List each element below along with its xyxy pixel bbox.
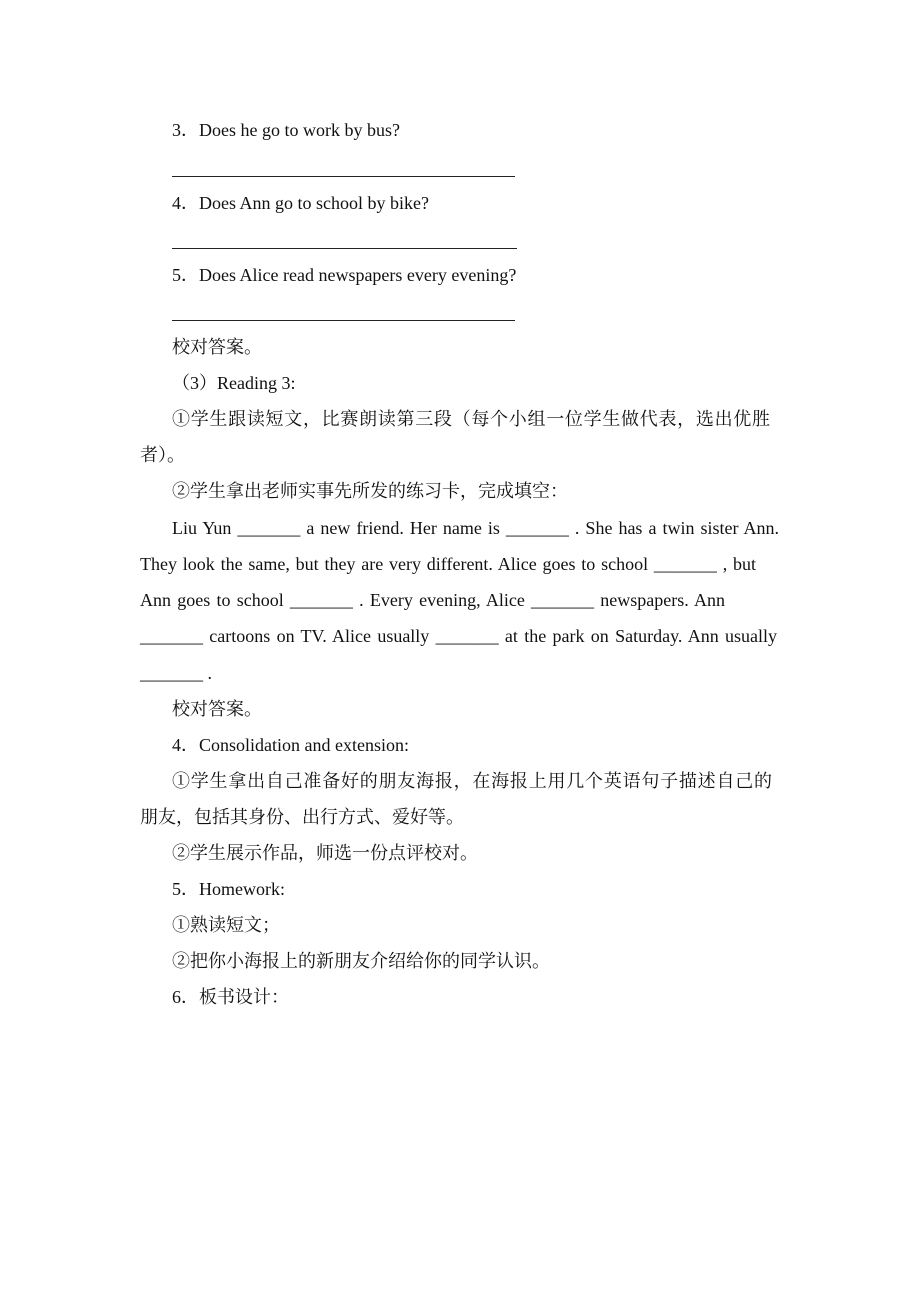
- board-design-heading: 6．板书设计：: [172, 987, 289, 1007]
- homework-item-1: ①熟读短文；: [172, 915, 280, 935]
- question-4: 4．Does Ann go to school by bike?: [172, 193, 429, 213]
- consolidation-step1: ①学生拿出自己准备好的朋友海报，在海报上用几个英语句子描述自己的: [172, 771, 772, 791]
- answer-line-5[interactable]: [172, 320, 515, 321]
- homework-item-2: ②把你小海报上的新朋友介绍给你的同学认识。: [172, 951, 550, 971]
- passage-line: _______ cartoons on TV. Alice usually _______ at the park on Saturday. Ann usually: [140, 626, 777, 646]
- question-5: 5．Does Alice read newspapers every evening?: [172, 265, 517, 285]
- answer-line-4[interactable]: [172, 248, 517, 249]
- passage-line: They look the same, but they are very different. Alice goes to school _______ , but: [140, 554, 756, 574]
- reading3-step1-cont: 者）。: [140, 445, 185, 465]
- check-answers-2: 校对答案。: [172, 699, 262, 719]
- answer-line-3[interactable]: [172, 176, 515, 177]
- consolidation-step1-cont: 朋友，包括其身份、出行方式、爱好等。: [140, 807, 464, 827]
- consolidation-heading: 4．Consolidation and extension:: [172, 735, 409, 755]
- homework-heading: 5．Homework:: [172, 879, 285, 899]
- reading3-step2: ②学生拿出老师实事先所发的练习卡，完成填空：: [172, 481, 568, 501]
- reading3-step1: ①学生跟读短文，比赛朗读第三段（每个小组一位学生做代表，选出优胜: [172, 409, 770, 429]
- passage-line: _______ .: [140, 663, 212, 683]
- consolidation-step2: ②学生展示作品，师选一份点评校对。: [172, 843, 478, 863]
- reading3-heading: （3）Reading 3:: [172, 373, 296, 393]
- question-3: 3．Does he go to work by bus?: [172, 120, 400, 140]
- passage-line: Ann goes to school _______ . Every evening, Alice _______ newspapers. Ann: [140, 590, 725, 610]
- check-answers-1: 校对答案。: [172, 337, 262, 357]
- passage-line: Liu Yun _______ a new friend. Her name is _______ . She has a twin sister Ann.: [172, 518, 779, 538]
